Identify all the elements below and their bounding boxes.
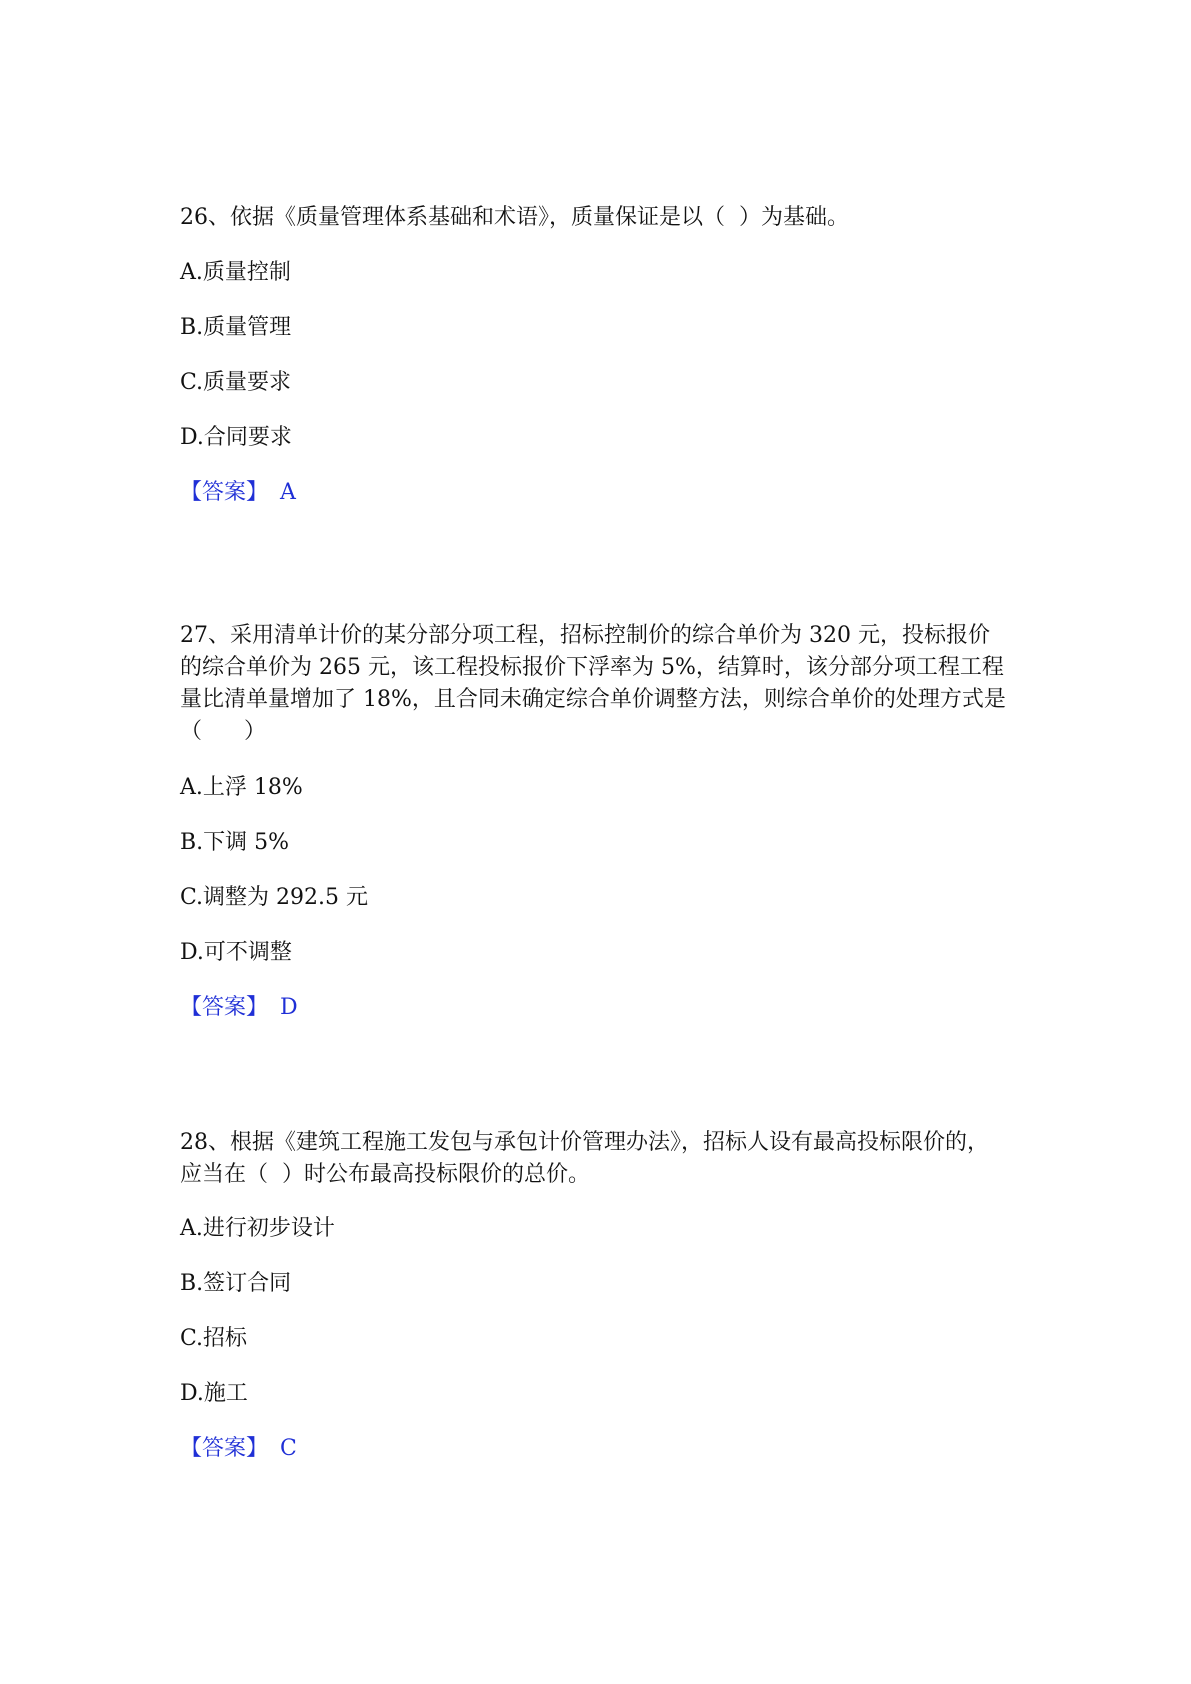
- question-stem: 26、依据《质量管理体系基础和术语》，质量保证是以（ ）为基础。: [180, 205, 849, 230]
- answer-value: A: [280, 480, 296, 505]
- option-c: C.招标: [180, 1326, 248, 1351]
- answer-line: [180, 478, 296, 508]
- option-a: A.进行初步设计: [180, 1216, 335, 1241]
- option-b: B.签订合同: [180, 1271, 292, 1296]
- answer-label: 【答案】: [180, 480, 269, 505]
- answer-line: [180, 1434, 297, 1464]
- option-b: B.下调 5%: [180, 830, 290, 855]
- option-d: D.可不调整: [180, 940, 292, 965]
- answer-label: 【答案】: [180, 995, 269, 1020]
- question-28: [180, 1127, 1010, 1461]
- option-b: B.质量管理: [180, 315, 292, 340]
- option-d: D.施工: [180, 1381, 248, 1406]
- question-27: [180, 620, 1010, 1020]
- option-d: D.合同要求: [180, 425, 292, 450]
- question-stem: 27、采用清单计价的某分部分项工程，招标控制价的综合单价为 320 元，投标报价的综合单价为 265 元，该工程投标报价下浮率为 5%，结算时，该分部分项工程工程量比清单量增加了 18%，且合同未确定综合单价调整方法，则综合单价的处理方式是（ ）: [180, 623, 1006, 744]
- option-a: A.质量控制: [180, 260, 291, 285]
- question-stem: 28、根据《建筑工程施工发包与承包计价管理办法》，招标人设有最高投标限价的，应当在（ ）时公布最高投标限价的总价。: [180, 1130, 989, 1187]
- question-26: [180, 202, 1010, 505]
- option-c: C.调整为 292.5 元: [180, 885, 369, 910]
- option-a: A.上浮 18%: [180, 775, 303, 800]
- answer-value: C: [280, 1436, 297, 1461]
- answer-label: 【答案】: [180, 1436, 269, 1461]
- answer-line: [180, 993, 298, 1023]
- answer-value: D: [280, 995, 298, 1020]
- option-c: C.质量要求: [180, 370, 292, 395]
